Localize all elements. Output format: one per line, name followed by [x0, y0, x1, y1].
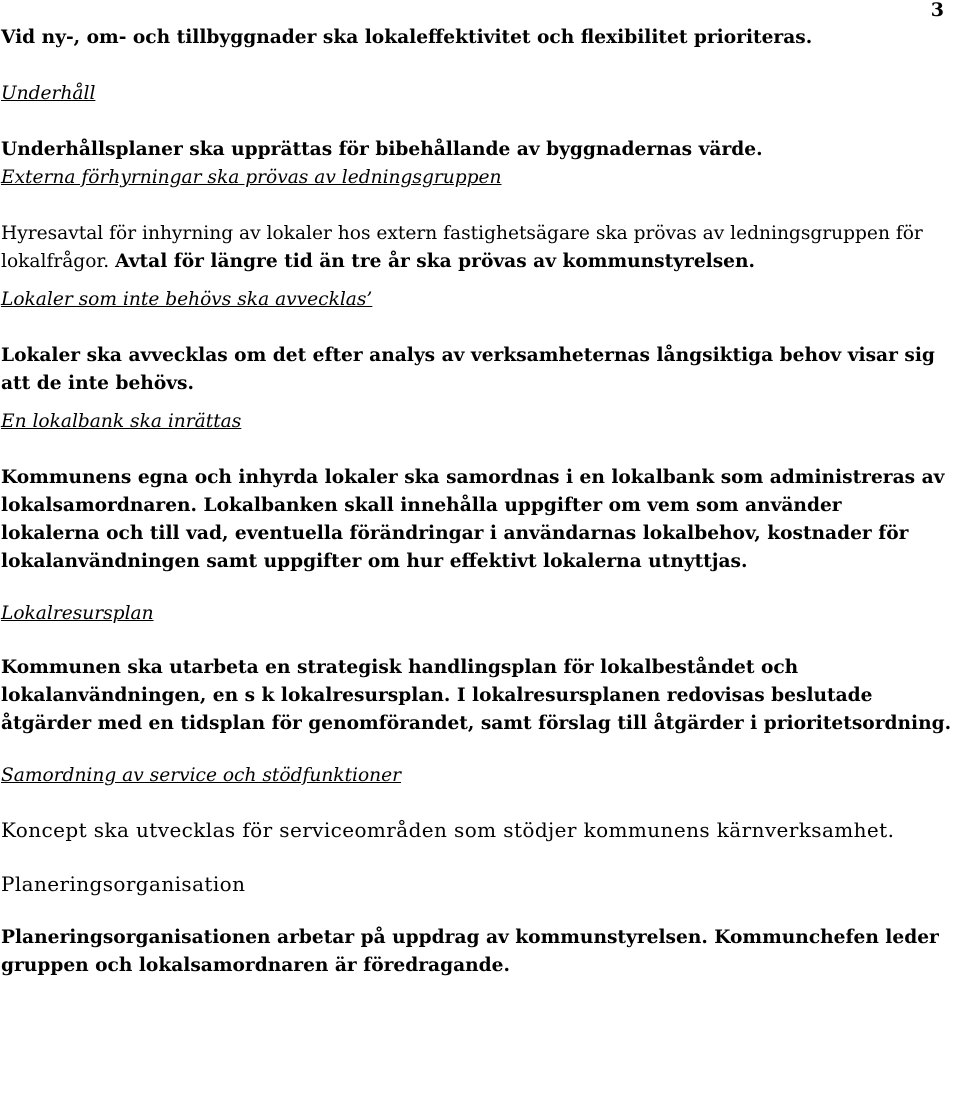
externa-text-normal: Hyresavtal för inhyrning av lokaler hos extern fastighetsägare ska prövas av ledningsgruppen för lokalfrågor.: [1, 223, 923, 272]
heading-lokalresursplan: Lokalresursplan: [1, 603, 154, 624]
heading-underhall: Underhåll: [1, 83, 96, 104]
underhall-paragraph: Underhållsplaner ska upprättas för bibehållande av byggnadernas värde.: [1, 139, 763, 160]
externa-text-bold: Avtal för längre tid än tre år ska prövas av kommunstyrelsen.: [115, 251, 756, 272]
avvecklas-paragraph: Lokaler ska avvecklas om det efter analys av verksamheternas långsiktiga behov visar sig att de inte behövs.: [1, 345, 935, 394]
externa-paragraph: [1, 220, 957, 276]
samordning-paragraph: Koncept ska utvecklas för serviceområden som stödjer kommunens kärnverksamhet.: [1, 818, 895, 842]
document-body: [1, 24, 957, 980]
heading-lokalbank: En lokalbank ska inrättas: [1, 411, 242, 432]
heading-planering: Planeringsorganisation: [1, 872, 246, 896]
heading-externa: Externa förhyrningar ska prövas av ledningsgruppen: [1, 167, 502, 188]
lokalbank-paragraph-1: Kommunens egna och inhyrda lokaler ska samordnas i en lokalbank som administreras av lokalsamordnaren. Lokalbanken skall innehålla uppgifter om vem som använder: [1, 467, 945, 516]
intro-paragraph: Vid ny-, om- och tillbyggnader ska lokaleffektivitet och flexibilitet prioriteras.: [1, 27, 813, 48]
heading-samordning: Samordning av service och stödfunktioner: [1, 765, 402, 786]
lokalresursplan-paragraph: Kommunen ska utarbeta en strategisk handlingsplan för lokalbeståndet och lokalanvändningen, en s k lokalresursplan. I lokalresursplanen redovisas beslutade åtgärder med en tidsplan för genomförandet, samt förslag till åtgärder i prioritetsordning.: [1, 657, 952, 734]
lokalbank-paragraph-2: lokalerna och till vad, eventuella förändringar i användarnas lokalbehov, kostnader för lokalanvändningen samt uppgifter om hur effektivt lokalerna utnyttjas.: [1, 523, 909, 572]
planering-paragraph: Planeringsorganisationen arbetar på uppdrag av kommunstyrelsen. Kommunchefen leder gruppen och lokalsamordnaren är föredragande.: [1, 927, 939, 976]
page-number: 3: [930, 0, 944, 21]
heading-avvecklas: Lokaler som inte behövs ska avvecklas’: [1, 289, 373, 310]
